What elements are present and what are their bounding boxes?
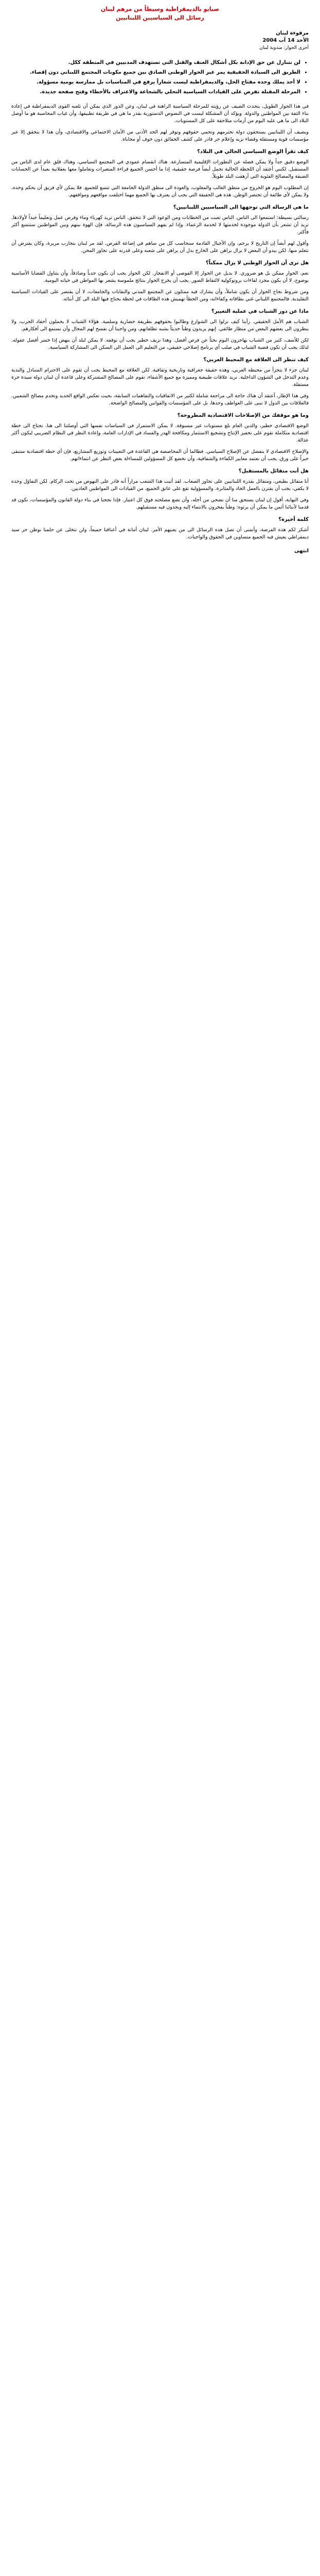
article-title: صبابو بالديمقراطية وسيطاً من مرهم لبنان xyxy=(101,6,219,12)
interview-question: ما هي الرسالة التي توجهها الى السياسيين اللبنانيين؟ xyxy=(173,205,309,210)
body-paragraph: أنا متفائل بطبعي، ومتفائل بقدرة اللبنانيين على تجاوز الصعاب. لقد أثبت هذا الشعب مراراً أنه قادر على النهوض من تحت الركام. لكن التفاؤل وحده لا يكفي، يجب أن يقترن بالعمل الجاد والمثابرة. والمسؤولية تقع على عاتق الجميع، من القيادات الى المواطنين العاديين. xyxy=(11,479,309,492)
author-line: أجرى الحوار: مندوبة لبنان xyxy=(259,45,309,50)
body-paragraph: والإصلاح الاقتصادي لا ينفصل عن الإصلاح السياسي. فطالما أن المحاصصة هي القاعدة في التعيينات وتوزيع المشاريع، فإن أي خطة اقتصادية ستبقى حبراً على ورق. يجب أن نعتمد معايير الكفاءة والشفافية، وأن نخضع كل المسؤولين للمساءلة بغض النظر عن انتماءاتهم. xyxy=(11,449,309,462)
highlight-item: • الطريق الى السيادة الحقيقية يمر عبر الحوار الوطني الصادق بين جميع مكونات المجتمع اللبناني دون إقصاء. xyxy=(11,69,300,76)
body-paragraph: الوضع دقيق جداً ولا يمكن فصله عن التطورات الإقليمية المتسارعة. هناك انقسام عمودي في المجتمع السياسي، وهناك قلق عام لدى الناس من المستقبل. لكنني أعتقد أن اللحظة الحالية تحمل أيضاً فرصة حقيقية، إذا ما أحسن الجميع قراءة المتغيرات وتعاملوا معها بعقلانية بعيداً عن الحسابات الضيقة والمصالح الفئوية التي أرهقت البلد طويلاً. xyxy=(11,159,309,179)
interview-question: كيف تقرأ الوضع السياسي الحالي في البلاد؟ xyxy=(197,149,309,155)
highlight-item: • لن نتنازل عن حق الإدانة بكل أشكال العنف والقتل التي تستهدف المدنيين في المنطقة ككل. xyxy=(11,59,300,66)
body-paragraph: ويضيف أن اللبنانيين يستحقون دولة تحترمهم وتحمي حقوقهم وتوفر لهم الحد الأدنى من الأمان الاجتماعي والاقتصادي، وأن هذا لا يتحقق إلا عبر مؤسسات قوية ومستقلة وقضاء نزيه وإعلام حر قادر على كشف الحقائق دون خوف أو محاباة. xyxy=(11,129,309,142)
body-paragraph: نعم، الحوار ممكن بل هو ضروري. لا بديل عن الحوار إلا الفوضى أو الانفجار. لكن الحوار يجب أن يكون جدياً وصادقاً، وأن يتناول القضايا الأساسية بوضوح، لا أن يكون مجرد لقاءات بروتوكولية لالتقاط الصور. يجب أن يخرج الحوار بنتائج ملموسة يشعر بها المواطن في حياته اليومية. xyxy=(11,270,309,283)
article-subtitle: رسائل الى السياسيين اللبنانيين xyxy=(116,14,204,21)
body-paragraph: أشكر لكم هذه الفرصة، وأتمنى أن تصل هذه الرسائل الى من يعنيهم الأمر. لبنان أمانة في أعناقنا جميعاً، ولن نتخلى عن حلمنا بوطن حر سيد ديمقراطي يعيش فيه الجميع متساوين في الحقوق والواجبات. xyxy=(11,527,309,540)
interview-question: هل ترى أن الحوار الوطني لا يزال ممكناً؟ xyxy=(205,260,309,266)
body-paragraph: لبنان جزء لا يتجزأ من محيطه العربي، وهذه حقيقة جغرافية وتاريخية وثقافية. لكن العلاقة مع المحيط يجب أن تقوم على الاحترام المتبادل والندية وعدم التدخل في الشؤون الداخلية. نريد علاقات طبيعية ومميزة مع جميع الأشقاء، تقوم على المصالح المشتركة وعلى قاعدة أن لبنان دولة سيدة حرة مستقلة. xyxy=(11,367,309,387)
article xyxy=(6,0,314,564)
interview-question: هل أنت متفائل بالمستقبل؟ xyxy=(238,468,309,474)
interview-question: ماذا عن دور الشباب في عملية التغيير؟ xyxy=(211,309,309,314)
body-paragraph: الشباب هم الأمل الحقيقي. رأينا كيف نزلوا الى الشوارع وطالبوا بحقوقهم بطريقة حضارية وسلمية. هؤلاء الشباب لا يحملون أحقاد الحرب، ولا ينظرون الى بعضهم البعض من منظار طائفي. إنهم يريدون وطناً حديثاً يشبه تطلعاتهم، ومن واجبنا أن نفسح لهم المجال وأن نستمع الى أفكارهم. xyxy=(11,319,309,332)
body-paragraph: لكن للأسف، كثير من الشباب يهاجرون اليوم بحثاً عن فرص أفضل. وهذا نزيف خطير يجب أن نوقفه. لا يمكن لبلد أن ينهض إذا خسر أفضل عقوله. لذلك يجب أن تكون قضية الشباب في صلب أي برنامج إصلاحي حقيقي، من التعليم الى العمل الى السكن الى المشاركة السياسية. xyxy=(11,337,309,350)
body-paragraph: وفي هذا الإطار، أعتقد أن هناك حاجة الى مراجعة شاملة لكثير من الاتفاقيات والتفاهمات السابقة، بحيث تعكس الواقع الجديد وتخدم مصالح الشعبين. فالعلاقات بين الدول لا تبنى على العواطف وحدها، بل على المؤسسات والقوانين والمصالح الواضحة. xyxy=(11,393,309,406)
body-paragraph: رسالتي بسيطة: استمعوا الى الناس. الناس تعبت من الخطابات ومن الوعود التي لا تتحقق. الناس تريد كهرباء وماء وفرص عمل وتعليماً جيداً لأولادها. تريد أن تشعر بأن الدولة موجودة لخدمتها لا لخدمة الزعماء. وإذا لم يفهم السياسيون هذه الرسالة، فإن الهوة بينهم وبين المواطنين ستتسع أكثر فأكثر. xyxy=(11,215,309,235)
date-line: الأحد 14 آب 2004 xyxy=(262,38,309,43)
highlight-item: • المرحلة المقبلة تفرض على القيادات السياسية التحلي بالشجاعة والاعتراف بالأخطاء وفتح صفحة جديدة. xyxy=(11,88,300,96)
interview-question: وما هو موقفك من الإصلاحات الاقتصادية المطروحة؟ xyxy=(177,413,309,418)
interview-question: كيف تنظر الى العلاقة مع المحيط العربي؟ xyxy=(203,357,309,363)
body-paragraph: ومن شروط نجاح الحوار أن يكون شاملاً، وأن يشارك فيه ممثلون عن المجتمع المدني والنقابات والجامعات، لا أن يقتصر على القيادات السياسية التقليدية. فالمجتمع اللبناني غني بطاقاته وكفاءاته، ومن الخطأ تهميش هذه الطاقات في لحظة يحتاج فيها البلد الى كل أبنائه. xyxy=(11,289,309,302)
interview-question: كلمة أخيرة؟ xyxy=(278,517,309,522)
body-paragraph: وفي النهاية، أقول إن لبنان يستحق منا أن نضحي من أجله، وأن نضع مصلحته فوق كل اعتبار. فإذا نجحنا في بناء دولة القانون والمؤسسات، نكون قد قدمنا لأبنائنا أثمن ما يمكن أن يرثوه: وطناً يفخرون بالانتماء إليه ويجدون فيه مستقبلهم. xyxy=(11,497,309,510)
highlight-item: • لا أحد يملك وحده مفتاح الحل، والديمقراطية ليست شعاراً يرفع في المناسبات بل ممارسة يومية مسؤولة. xyxy=(11,78,300,86)
source-line: مرفوءة لبنان xyxy=(276,30,309,36)
highlights-list xyxy=(11,59,309,96)
body-paragraph: الوضع الاقتصادي خطير، والدين العام بلغ مستويات غير مسبوقة. لا يمكن الاستمرار في السياسات نفسها التي أوصلتنا الى هنا. نحتاج الى خطة اقتصادية متكاملة تقوم على تحفيز الإنتاج وتشجيع الاستثمار ومكافحة الهدر والفساد في الإدارات العامة، وإعادة النظر في النظام الضريبي ليكون أكثر عدالة. xyxy=(11,423,309,443)
end-note: انتهى xyxy=(294,548,309,554)
body-paragraph: وأقول لهم أيضاً إن التاريخ لا يرحم، وإن الأجيال القادمة ستحاسب كل من ساهم في إضاعة الفرص. لقد مر لبنان بتجارب مريرة، وكان يفترض أن نتعلم منها. لكن يبدو أن البعض لا يزال يراهن على الخارج بدل أن يراهن على شعبه وعلى قدرته على تجاوز المحن. xyxy=(11,241,309,253)
article-body xyxy=(11,103,309,541)
body-paragraph: إن المطلوب اليوم هو الخروج من منطق الغالب والمغلوب، والعودة الى منطق الدولة الجامعة التي تتسع للجميع. فلا يمكن لأي فريق أن يحكم وحده، ولا يمكن لأي طائفة أن تختصر الوطن. هذه هي الحقيقة التي يجب أن يعترف بها الجميع مهما اختلفت مواقعهم ومواقفهم. xyxy=(11,185,309,198)
body-paragraph: في هذا الحوار الطويل، يتحدث الضيف عن رؤيته للمرحلة السياسية الراهنة في لبنان، وعن الدور الذي يمكن أن تلعبه القوى الديمقراطية في إعادة بناء الثقة بين المواطنين والدولة. ويؤكد أن المشكلة ليست في النصوص الدستورية بقدر ما هي في طريقة تطبيقها، وأن غياب المحاسبة هو ما أوصل البلاد الى ما هي عليه اليوم من أزمات متلاحقة على كل المستويات. xyxy=(11,104,309,124)
